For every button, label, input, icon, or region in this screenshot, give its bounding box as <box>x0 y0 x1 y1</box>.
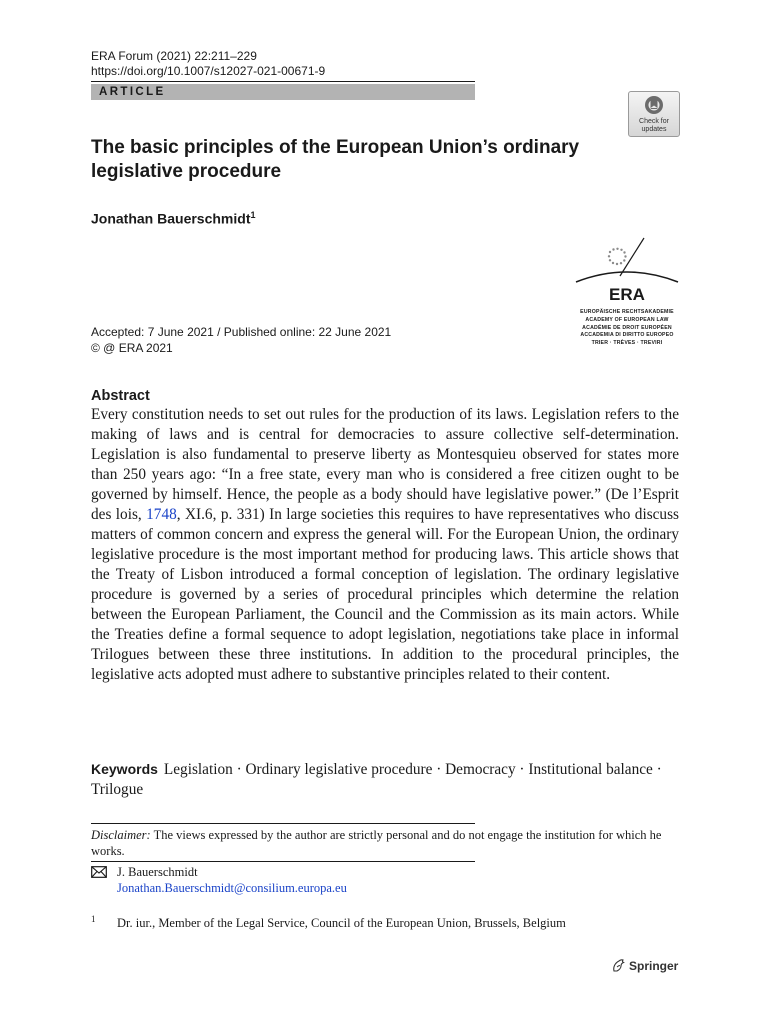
era-academy-names <box>572 309 682 348</box>
keywords-label: Keywords <box>91 761 158 777</box>
era-stars-icon <box>608 248 627 266</box>
footnote-rule <box>91 823 475 824</box>
author-line <box>91 206 256 228</box>
era-logo-name: ERA <box>609 285 645 304</box>
era-academy-line: TRIER · TRÈVES · TREVIRI <box>591 340 663 347</box>
copyright-notice: © @ ERA 2021 <box>91 341 173 355</box>
author-affiliation-mark[interactable]: 1 <box>250 210 256 220</box>
springer-logo <box>611 957 681 975</box>
bookmark-check-icon <box>644 95 664 117</box>
keywords-section <box>91 759 679 800</box>
era-academy-line: ACADÉMIE DE DROIT EUROPÉEN <box>582 324 672 331</box>
article-type-bar <box>91 84 475 100</box>
publisher-name: Springer <box>629 959 679 973</box>
publication-dates: Accepted: 7 June 2021 / Published online: 22 June 2021 <box>91 325 392 339</box>
keywords-list: Legislation · Ordinary legislative procedure · Democracy · Institutional balance · Trilogue <box>91 761 662 798</box>
doi-link[interactable]: https://doi.org/10.1007/s12027-021-00671-9 <box>91 64 326 78</box>
paper-title: The basic principles of the European Union’s ordinary legislative procedure <box>91 137 580 182</box>
check-for-updates-badge[interactable] <box>628 91 680 137</box>
era-academy-line: EUROPÄISCHE RECHTSAKADEMIE <box>580 309 674 315</box>
footnote-number: 1 <box>91 914 96 924</box>
check-for-updates-label: Check for updates <box>639 118 669 133</box>
disclaimer-label: Disclaimer: <box>91 828 151 842</box>
abstract-heading: Abstract <box>91 388 150 404</box>
era-swoosh-line <box>620 238 644 276</box>
footnote-text: Dr. iur., Member of the Legal Service, Council of the European Union, Brussels, Belgium <box>117 916 566 930</box>
article-type-label: ARTICLE <box>99 86 166 98</box>
era-academy-line: ACADEMY OF EUROPEAN LAW <box>585 316 669 323</box>
envelope-icon <box>91 866 107 878</box>
era-academy-line: ACCADEMIA DI DIRITTO EUROPEO <box>580 332 674 339</box>
contact-email-link[interactable]: Jonathan.Bauerschmidt@consilium.europa.eu <box>117 881 347 895</box>
era-arc <box>576 272 678 282</box>
disclaimer-text: The views expressed by the author are strictly personal and do not engage the institution for which he works. <box>91 828 662 858</box>
contact-author-name: J. Bauerschmidt <box>117 865 198 879</box>
springer-horse-icon <box>611 958 626 973</box>
header-rule <box>91 81 475 82</box>
abstract-text-part: Every constitution needs to set out rules for the production of its laws. Legislation refers to the making of laws and is central for democracies to assure collective self-determination. Legislation is also fundamental to preserve liberty as Montesquieu observed for states more than 250 years ago: “In a free state, every man who is considered a free citizen ought to be governed by himself. Hence, the people as a body should have legislative power.” (De l’Esprit des lois, <box>91 406 679 523</box>
journal-citation: ERA Forum (2021) 22:211–229 <box>91 49 257 63</box>
author-name: Jonathan Bauerschmidt <box>91 210 251 227</box>
contact-rule <box>91 861 475 862</box>
citation-link-1748[interactable]: 1748 <box>146 506 177 523</box>
abstract-text-part: , XI.6, p. 331) In large societies this requires to have representatives who discuss matters of common concern and express the general will. For the European Union, the ordinary legislative procedure is the most important method for producing laws. This article shows that the Treaty of Lisbon introduced a formal conception of legislation. The ordinary legislative procedure is governed by a series of procedural principles which determine the relation between the European Parliament, the Council and the Commission as its main actors. While the Treaties define a formal sequence to adopt legislation, negotiations take place in informal Trilogues between these three institutions. In addition to the procedural principles, the legislative acts adopted must adhere to substantive principles related to their content. <box>91 506 679 683</box>
era-logo <box>572 236 682 308</box>
disclaimer-note <box>91 827 679 859</box>
abstract-text <box>91 405 679 685</box>
